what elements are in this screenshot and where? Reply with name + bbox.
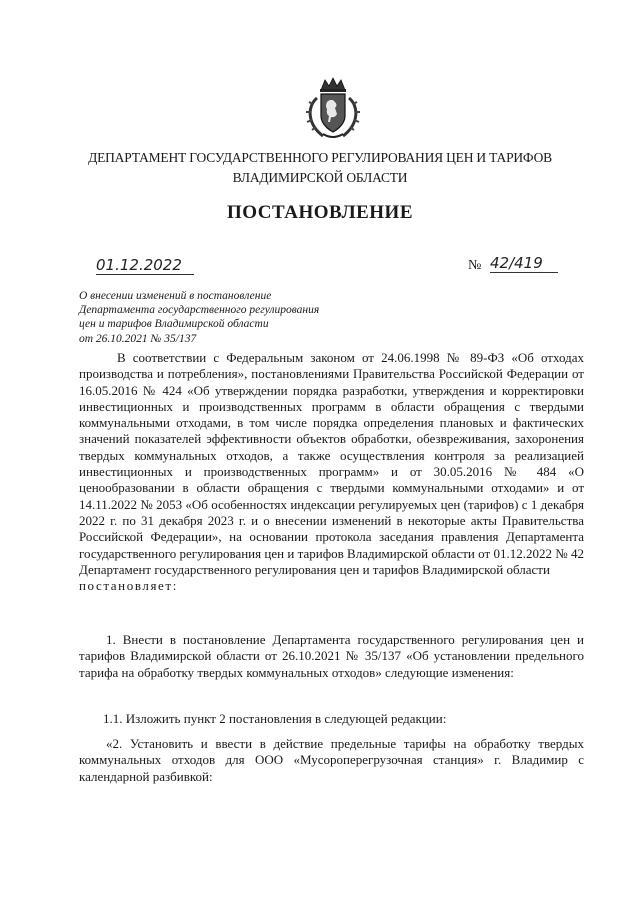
subject-line: Департамента государственного регулирования (79, 304, 320, 317)
clause-2-text: «2. Установить и ввести в действие предельные тарифы на обработку твердых коммунальных отходов для ООО «Мусороперегрузочная станция» г. Владимир с календарной разбивкой: (79, 736, 584, 784)
clause-2-paragraph (79, 736, 584, 785)
subject-line: О внесении изменений в постановление (79, 290, 272, 302)
coat-of-arms-icon (303, 76, 363, 142)
preamble-paragraph (79, 350, 584, 594)
clause-1-paragraph (79, 632, 584, 681)
clause-1-1-paragraph (79, 711, 584, 727)
preamble-text: В соответствии с Федеральным законом от 24.06.1998 № 89-ФЗ «Об отходах производства и потребления», постановлениями Правительства Российской Федерации от 16.05.2016 № 424 «Об утверждении порядка разработки, утверждения и корректировки инвестиционных и производственных программ в области обращения с твердыми коммунальными отходами, в том числе порядка определения плановых и фактических значений показателей эффективности объектов обработки, обезвреживания, захоронения твердых коммунальных отходов, а также осуществления контроля за реализацией инвестиционных и производственных программ» и от 30.05.2016 № 484 «О ценообразовании в области обращения с твердыми коммунальными отходами» и от 14.11.2022 № 2053 «Об особенностях индексации регулируемых цен (тарифов) с 1 декабря 2022 г. по 31 декабря 2023 г. и о внесении изменений в некоторые акты Правительства Российской Федерации», на основании протокола заседания правления Департамента государственного регулирования цен и тарифов Владимирской области от 01.12.2022 № 42 Департамент государственного регулирования цен и тарифов Владимирской области (79, 350, 584, 577)
department-name-line2: ВЛАДИМИРСКОЙ ОБЛАСТИ (232, 170, 408, 185)
department-name-line1: ДЕПАРТАМЕНТ ГОСУДАРСТВЕННОГО РЕГУЛИРОВАНИЯ ЦЕН И ТАРИФОВ (88, 150, 552, 165)
clause-1-1-text: 1.1. Изложить пункт 2 постановления в следующей редакции: (103, 711, 447, 726)
subject-line: от 26.10.2021 № 35/137 (79, 332, 197, 345)
subject-line: цен и тарифов Владимирской области (79, 318, 269, 331)
document-subject (79, 289, 379, 346)
number-label: № (468, 258, 482, 273)
document-number: 42/419 (490, 254, 558, 273)
clause-1-text: 1. Внести в постановление Департамента государственного регулирования цен и тарифов Владимирской области от 26.10.2021 № 35/137 «Об установлении предельного тарифа на обработку твердых коммунальных отходов» следующие изменения: (79, 632, 584, 680)
document-title: ПОСТАНОВЛЕНИЕ (226, 202, 414, 223)
resolves-word: постановляет: (79, 578, 178, 594)
document-date: 01.12.2022 (96, 256, 194, 275)
